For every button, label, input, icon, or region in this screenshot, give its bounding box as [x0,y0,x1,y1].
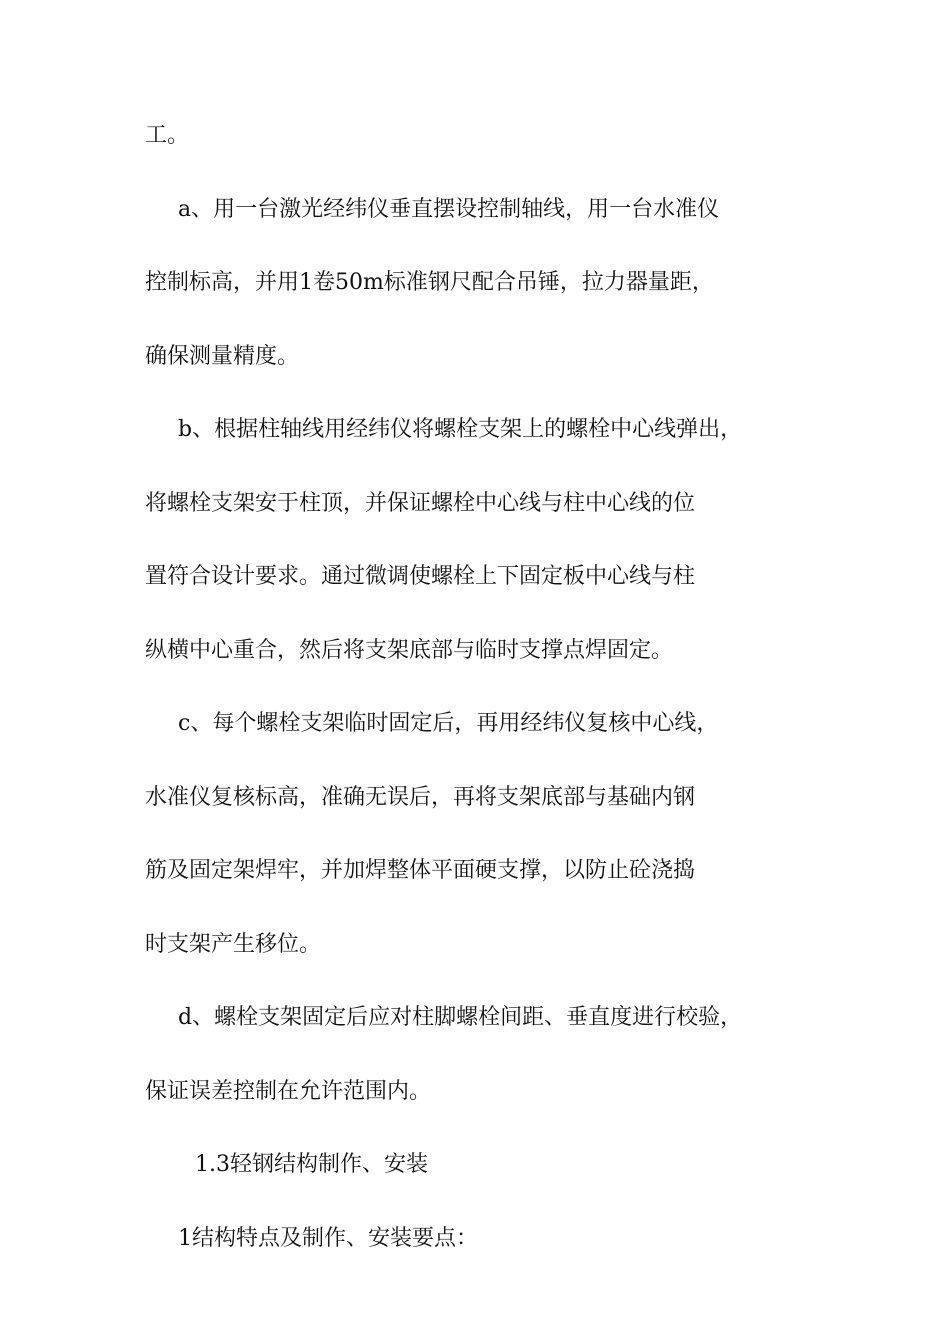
item-b-line-1: b、根据柱轴线用经纬仪将螺栓支架上的螺栓中心线弹出， [178,417,743,442]
item-a-line-3: 确保测量精度。 [145,343,300,369]
document-page [145,118,807,1294]
section-heading: 1.3轻钢结构制作、安装 [195,1152,428,1177]
item-c-line-2: 水准仪复核标高，准确无误后，再将支架底部与基础内钢 [145,784,696,810]
item-c-line-3: 筋及固定架焊牢，并加焊整体平面硬支撑，以防止砼浇捣 [145,858,696,883]
item-a-line-2: 控制标高，并用1卷50m标准钢尺配合吊锤，拉力器量距， [145,270,714,295]
item-a-line-1: a、用一台激光经纬仪垂直摆设控制轴线，用一台水准仪 [178,196,720,222]
item-b-line-4: 纵横中心重合，然后将支架底部与临时支撑点焊固定。 [145,637,674,663]
item-c-line-1: c、每个螺栓支架临时固定后，再用经纬仪复核中心线， [178,711,719,736]
item-d-line-2: 保证误差控制在允许范围内。 [145,1078,432,1104]
subsection-heading: 1结构特点及制作、安装要点： [178,1225,478,1251]
paragraph-continuation-line: 工。 [145,123,190,148]
item-d-line-1: d、螺栓支架固定后应对柱脚螺栓间距、垂直度进行校验， [178,1005,743,1030]
item-b-line-3: 置符合设计要求。通过微调使螺栓上下固定板中心线与柱 [145,564,696,589]
item-b-line-2: 将螺栓支架安于柱顶，并保证螺栓中心线与柱中心线的位 [145,490,696,516]
item-c-line-4: 时支架产生移位。 [145,931,322,957]
